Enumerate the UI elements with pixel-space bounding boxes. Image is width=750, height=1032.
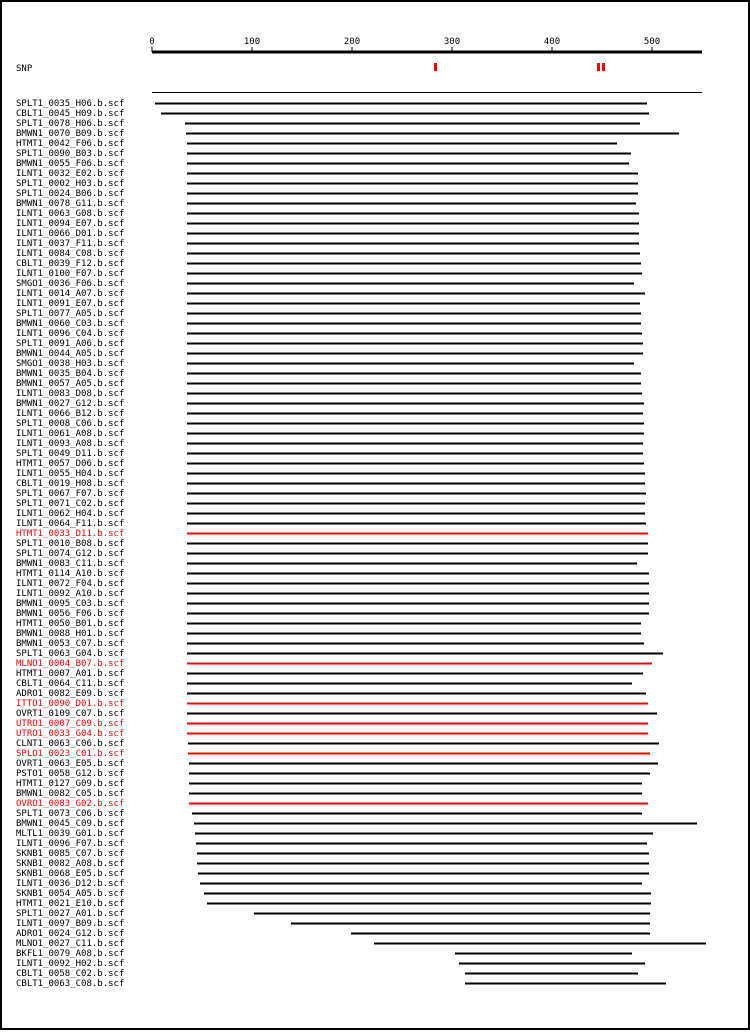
snp-marker	[434, 63, 437, 71]
read-label: ILNT1_0096_F07.b.scf	[16, 839, 125, 849]
read-label: HTMT1_0050_B01.b.scf	[16, 619, 125, 629]
read-label: SKNB1_0085_C07.b.scf	[16, 849, 125, 859]
read-label: SPLT1_0010_B08.b.scf	[16, 539, 125, 549]
read-label: ILNT1_0062_H04.b.scf	[16, 509, 125, 519]
read-alignment-diagram	[2, 2, 750, 1032]
read-label: BMWN1_0060_C03.b.scf	[16, 319, 125, 329]
snp-marker	[602, 63, 605, 71]
read-label: ILNT1_0014_A07.b.scf	[16, 289, 125, 299]
read-label: BMWN1_0035_B04.b.scf	[16, 369, 125, 379]
read-label: HTMT1_0114_A10.b.scf	[16, 569, 125, 579]
read-label: SPLT1_0078_H06.b.scf	[16, 119, 125, 129]
read-label: SPLT1_0077_A05.b.scf	[16, 309, 125, 319]
read-label: ITTO1_0090_D01.b.scf	[16, 699, 125, 709]
read-label: SPLT1_0073_C06.b.scf	[16, 809, 125, 819]
read-label: CBLT1_0064_C11.b.scf	[16, 679, 125, 689]
read-label: SPLT1_0074_G12.b.scf	[16, 549, 125, 559]
read-label: HTMT1_0057_D06.b.scf	[16, 459, 125, 469]
ruler-tick-label: 500	[643, 37, 661, 47]
read-label: ILNT1_0036_D12.b.scf	[16, 879, 125, 889]
read-label: CBLT1_0063_C08.b.scf	[16, 979, 125, 989]
read-label: OVRT1_0109_C07.b.scf	[16, 709, 125, 719]
read-label: SMGO1_0036_F06.b.scf	[16, 279, 125, 289]
read-label: ILNT1_0064_F11.b.scf	[16, 519, 125, 529]
ruler-tick-label: 100	[243, 37, 261, 47]
read-label: ILNT1_0066_D01.b.scf	[16, 229, 125, 239]
read-label: SPLT1_0035_H06.b.scf	[16, 99, 125, 109]
read-label: ILNT1_0061_A08.b.scf	[16, 429, 125, 439]
read-label: ILNT1_0091_E07.b.scf	[16, 299, 125, 309]
read-label: ILNT1_0055_H04.b.scf	[16, 469, 125, 479]
read-label: SPLT1_0049_D11.b.scf	[16, 449, 125, 459]
read-label: BMWN1_0027_G12.b.scf	[16, 399, 125, 409]
read-label: SPLT1_0002_H03.b.scf	[16, 179, 125, 189]
read-label: ILNT1_0037_F11.b.scf	[16, 239, 125, 249]
read-label: CBLT1_0045_H09.b.scf	[16, 109, 125, 119]
read-label: ILNT1_0063_G08.b.scf	[16, 209, 125, 219]
read-label: HTMT1_0033_D11.b.scf	[16, 529, 125, 539]
read-label: MLNO1_0027_C11.b.scf	[16, 939, 125, 949]
read-label: ILNT1_0084_C08.b.scf	[16, 249, 125, 259]
read-label: SKNB1_0054_A05.b.scf	[16, 889, 125, 899]
read-label: ILNT1_0096_C04.b.scf	[16, 329, 125, 339]
read-label: SKNB1_0068_E05.b.scf	[16, 869, 125, 879]
read-label: UTRO1_0033_G04.b.scf	[16, 729, 125, 739]
read-label: BMWN1_0088_H01.b.scf	[16, 629, 125, 639]
read-label: HTMT1_0127_G09.b.scf	[16, 779, 125, 789]
read-label: HTMT1_0021_E10.b.scf	[16, 899, 125, 909]
read-label: SPLT1_0090_B03.b.scf	[16, 149, 125, 159]
ruler-tick-label: 200	[343, 37, 361, 47]
ruler-tick-label: 300	[443, 37, 461, 47]
read-label: MLNO1_0004_B07.b.scf	[16, 659, 125, 669]
read-label: CBLT1_0058_C02.b.scf	[16, 969, 125, 979]
read-label: HTMT1_0007_A01.b.scf	[16, 669, 125, 679]
read-label: SPLT1_0071_C02.b.scf	[16, 499, 125, 509]
read-label: BMWN1_0070_B09.b.scf	[16, 129, 125, 139]
read-label: ILNT1_0083_D08.b.scf	[16, 389, 125, 399]
read-label: BMWN1_0045_C09.b.scf	[16, 819, 125, 829]
read-label: BMWN1_0044_A05.b.scf	[16, 349, 125, 359]
read-label: BKFL1_0079_A08.b.scf	[16, 949, 125, 959]
snp-marker	[597, 63, 600, 71]
snp-label: SNP	[16, 64, 33, 74]
read-label: SKNB1_0082_A08.b.scf	[16, 859, 125, 869]
read-label: SPLT1_0063_G04.b.scf	[16, 649, 125, 659]
read-label: BMWN1_0056_F06.b.scf	[16, 609, 125, 619]
read-label: SPLT1_0067_F07.b.scf	[16, 489, 125, 499]
read-label: ADRO1_0082_E09.b.scf	[16, 689, 125, 699]
read-label: BMWN1_0078_G11.b.scf	[16, 199, 125, 209]
read-label: ILNT1_0093_A08.b.scf	[16, 439, 125, 449]
read-label: CBLT1_0019_H08.b.scf	[16, 479, 125, 489]
read-label: ILNT1_0100_F07.b.scf	[16, 269, 125, 279]
read-label: SPLT1_0024_B06.b.scf	[16, 189, 125, 199]
read-label: SPLT1_0091_A06.b.scf	[16, 339, 125, 349]
read-label: SMGO1_0038_H03.b.scf	[16, 359, 125, 369]
read-label: SPLT1_0008_C06.b.scf	[16, 419, 125, 429]
read-label: CBLT1_0039_F12.b.scf	[16, 259, 125, 269]
read-label: SPLT1_0027_A01.b.scf	[16, 909, 125, 919]
read-label: ILNT1_0066_B12.b.scf	[16, 409, 125, 419]
read-label: ILNT1_0097_B09.b.scf	[16, 919, 125, 929]
read-label: PSTO1_0058_G12.b.scf	[16, 769, 125, 779]
read-label: BMWN1_0082_C05.b.scf	[16, 789, 125, 799]
read-label: ADRO1_0024_G12.b.scf	[16, 929, 125, 939]
read-label: OVRO1_0083_G02.b.scf	[16, 799, 125, 809]
read-label: OVRT1_0063_E05.b.scf	[16, 759, 125, 769]
read-label: ILNT1_0072_F04.b.scf	[16, 579, 125, 589]
read-label: MLTL1_0039_G01.b.scf	[16, 829, 125, 839]
read-label: UTRO1_0007_C09.b.scf	[16, 719, 125, 729]
read-label: BMWN1_0055_F06.b.scf	[16, 159, 125, 169]
read-label: BMWN1_0057_A05.b.scf	[16, 379, 125, 389]
read-label: ILNT1_0094_E07.b.scf	[16, 219, 125, 229]
read-label: CLNT1_0063_C06.b.scf	[16, 739, 125, 749]
read-label: BMWN1_0095_C03.b.scf	[16, 599, 125, 609]
read-label: SPLO1_0023_C01.b.scf	[16, 749, 125, 759]
read-label: ILNT1_0092_A10.b.scf	[16, 589, 125, 599]
read-label: ILNT1_0032_E02.b.scf	[16, 169, 125, 179]
read-label: BMWN1_0083_C11.b.scf	[16, 559, 125, 569]
read-label: ILNT1_0092_H02.b.scf	[16, 959, 125, 969]
ruler-tick-label: 0	[149, 37, 155, 47]
ruler-tick-label: 400	[543, 37, 561, 47]
read-label: HTMT1_0042_F06.b.scf	[16, 139, 125, 149]
read-label: BMWN1_0053_C07.b.scf	[16, 639, 125, 649]
